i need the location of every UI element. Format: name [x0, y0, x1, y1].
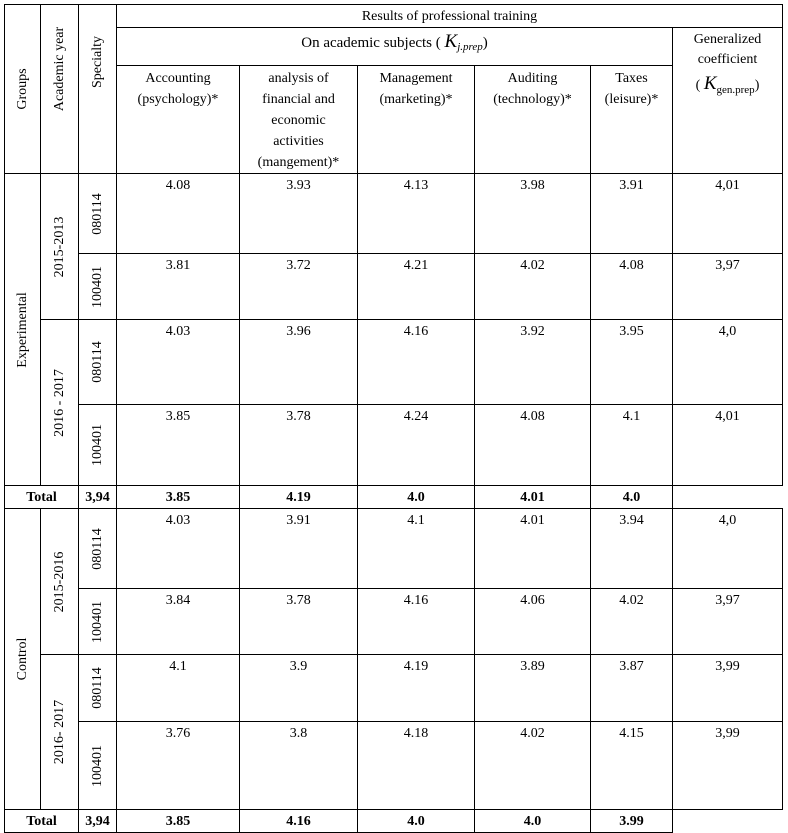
- value-cell: 3.78: [240, 589, 358, 655]
- column-header-2: [358, 66, 475, 174]
- table-row: [5, 655, 783, 722]
- specialty-label: 080114: [89, 667, 105, 709]
- column-header-line: (leisure)*: [604, 92, 659, 107]
- total-label: Total: [5, 810, 79, 833]
- table-row: [5, 174, 783, 254]
- header-generalized-open: (: [695, 78, 701, 93]
- header-results-label: Results of professional training: [361, 9, 538, 24]
- year-cell: [41, 174, 79, 320]
- table-body: [5, 174, 783, 833]
- column-header-line: (psychology)*: [137, 92, 219, 107]
- header-generalized-line1: Generalized: [693, 32, 762, 47]
- year-label: 2015-2013: [51, 216, 67, 277]
- value-cell: 3.85: [117, 405, 240, 486]
- value-cell: 3.96: [240, 320, 358, 405]
- column-header-line: (mangement)*: [257, 155, 340, 170]
- header-on-subjects-suffix: ): [482, 35, 488, 51]
- value-cell: 3.8: [240, 722, 358, 810]
- year-cell: [41, 509, 79, 655]
- column-header-line: Taxes: [615, 71, 648, 86]
- specialty-cell: [79, 320, 117, 405]
- year-label: 2016 - 2017: [51, 368, 67, 437]
- header-generalized-close: ): [754, 78, 760, 93]
- value-cell: 4.01: [475, 509, 591, 589]
- specialty-cell: [79, 722, 117, 810]
- value-cell: 3.81: [117, 254, 240, 320]
- table-row: [5, 589, 783, 655]
- header-groups-label: Groups: [14, 68, 30, 110]
- group-cell: [5, 174, 41, 486]
- header-generalized: [673, 28, 783, 174]
- total-row: [5, 810, 783, 833]
- value-cell: 4.03: [117, 320, 240, 405]
- total-value: 4.01: [475, 486, 591, 509]
- total-value: 3.85: [117, 810, 240, 833]
- value-cell: 4.19: [358, 655, 475, 722]
- table-row: [5, 509, 783, 589]
- value-cell: 3,99: [673, 722, 783, 810]
- value-cell: 4.16: [358, 320, 475, 405]
- value-cell: 4,01: [673, 174, 783, 254]
- specialty-cell: [79, 254, 117, 320]
- header-academic-year: [41, 5, 79, 174]
- column-header-line: (technology)*: [493, 92, 572, 107]
- value-cell: 4.08: [117, 174, 240, 254]
- header-generalized-subscript: gen.prep: [716, 84, 755, 96]
- year-label: 2015-2016: [51, 551, 67, 612]
- value-cell: 3.72: [240, 254, 358, 320]
- header-on-subjects-prefix: On academic subjects (: [301, 35, 441, 51]
- value-cell: 4.24: [358, 405, 475, 486]
- total-value: 4.0: [591, 486, 673, 509]
- value-cell: 4.03: [117, 509, 240, 589]
- total-value: 3.85: [117, 486, 240, 509]
- total-value: 4.16: [240, 810, 358, 833]
- value-cell: 4.1: [117, 655, 240, 722]
- value-cell: 3.92: [475, 320, 591, 405]
- value-cell: 3.91: [240, 509, 358, 589]
- specialty-label: 080114: [89, 527, 105, 570]
- specialty-label: 080114: [89, 341, 105, 383]
- value-cell: 4,0: [673, 320, 783, 405]
- total-value: 3.99: [591, 810, 673, 833]
- total-value: 3,94: [79, 486, 117, 509]
- value-cell: 4.1: [591, 405, 673, 486]
- results-table-page: [4, 4, 783, 833]
- header-generalized-k: K: [703, 73, 717, 94]
- total-value: 4.0: [475, 810, 591, 833]
- column-header-line: Management: [379, 71, 453, 86]
- value-cell: 4.02: [475, 254, 591, 320]
- group-cell: [5, 509, 41, 810]
- value-cell: 4.02: [591, 589, 673, 655]
- table-row: [5, 722, 783, 810]
- column-header-1: [240, 66, 358, 174]
- year-cell: [41, 655, 79, 810]
- total-label: Total: [5, 486, 79, 509]
- column-header-line: Accounting: [145, 71, 211, 86]
- header-generalized-line2: coefficient: [697, 52, 758, 67]
- specialty-label: 100401: [89, 265, 105, 308]
- header-specialty-label: Specialty: [89, 36, 105, 89]
- value-cell: 3,97: [673, 589, 783, 655]
- value-cell: 4.06: [475, 589, 591, 655]
- column-header-line: economic: [271, 113, 326, 128]
- value-cell: 3.98: [475, 174, 591, 254]
- value-cell: 4.21: [358, 254, 475, 320]
- column-header-3: [475, 66, 591, 174]
- specialty-label: 100401: [89, 744, 105, 787]
- column-header-0: [117, 66, 240, 174]
- column-header-line: financial and: [262, 92, 335, 107]
- value-cell: 4,0: [673, 509, 783, 589]
- specialty-cell: [79, 174, 117, 254]
- table-row: [5, 254, 783, 320]
- table-row: [5, 405, 783, 486]
- value-cell: 4,01: [673, 405, 783, 486]
- table-header: [5, 5, 783, 174]
- column-header-line: analysis of: [268, 71, 329, 86]
- total-row: [5, 486, 783, 509]
- specialty-cell: [79, 405, 117, 486]
- value-cell: 4.13: [358, 174, 475, 254]
- total-value: 4.19: [240, 486, 358, 509]
- specialty-cell: [79, 509, 117, 589]
- table-row: [5, 320, 783, 405]
- value-cell: 4.08: [475, 405, 591, 486]
- column-header-line: Auditing: [507, 71, 558, 86]
- value-cell: 4.15: [591, 722, 673, 810]
- header-groups: [5, 5, 41, 174]
- header-results: [117, 5, 783, 28]
- value-cell: 3.93: [240, 174, 358, 254]
- value-cell: 3.94: [591, 509, 673, 589]
- value-cell: 4.1: [358, 509, 475, 589]
- value-cell: 4.16: [358, 589, 475, 655]
- value-cell: 3.76: [117, 722, 240, 810]
- value-cell: 4.08: [591, 254, 673, 320]
- column-header-line: activities: [273, 134, 324, 149]
- results-table: [4, 4, 783, 833]
- value-cell: 3,99: [673, 655, 783, 722]
- group-label: Control: [14, 637, 30, 681]
- header-on-subjects: [117, 28, 673, 66]
- value-cell: 3.87: [591, 655, 673, 722]
- value-cell: 3.78: [240, 405, 358, 486]
- header-k-symbol: K: [444, 31, 458, 52]
- specialty-label: 080114: [89, 192, 105, 235]
- total-value: 4.0: [358, 486, 475, 509]
- group-label: Experimental: [14, 291, 30, 368]
- value-cell: 4.02: [475, 722, 591, 810]
- value-cell: 3.84: [117, 589, 240, 655]
- value-cell: 3,97: [673, 254, 783, 320]
- specialty-cell: [79, 589, 117, 655]
- specialty-label: 100401: [89, 424, 105, 466]
- value-cell: 3.89: [475, 655, 591, 722]
- column-header-line: (marketing)*: [379, 92, 453, 107]
- total-value: 4.0: [358, 810, 475, 833]
- specialty-label: 100401: [89, 600, 105, 643]
- header-academic-year-label: Academic year: [51, 26, 67, 111]
- column-header-4: [591, 66, 673, 174]
- total-value: 3,94: [79, 810, 117, 833]
- year-cell: [41, 320, 79, 486]
- specialty-cell: [79, 655, 117, 722]
- value-cell: 3.91: [591, 174, 673, 254]
- value-cell: 3.95: [591, 320, 673, 405]
- header-specialty: [79, 5, 117, 174]
- value-cell: 3.9: [240, 655, 358, 722]
- value-cell: 4.18: [358, 722, 475, 810]
- header-k-subscript: j.prep: [457, 41, 483, 53]
- year-label: 2016- 2017: [51, 699, 67, 765]
